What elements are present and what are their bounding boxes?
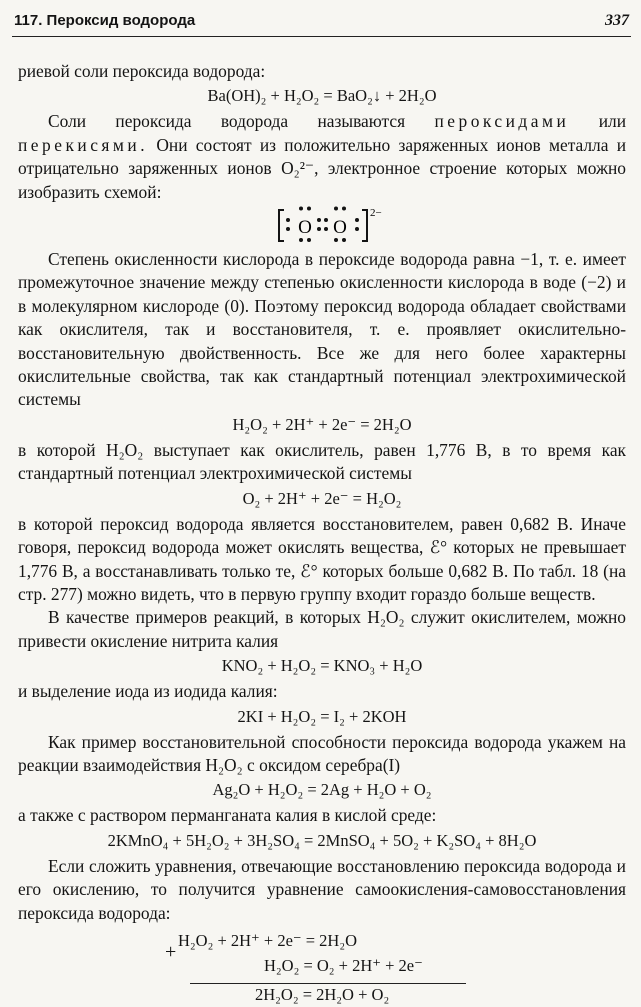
term-perekisi: перекисями. <box>18 134 149 155</box>
electron-dot-scheme <box>18 204 626 246</box>
equation-reactants: Ba(OH)₂ + H₂O₂ <box>207 86 320 106</box>
left-bracket <box>279 210 284 241</box>
equation-silver-oxide: Ag₂O + H₂O₂ = 2Ag + H₂O + O₂ <box>212 780 432 800</box>
paragraph-part: Они состоят из положительно заряженных ионов металла и отрицательно заряженных ионов <box>18 134 626 179</box>
ion-charge: 2− <box>370 207 382 220</box>
paragraph: и выделение иода из иодида калия: <box>18 681 278 702</box>
equation-nitrite: KNO₂ + H₂O₂ = KNO₃ + H₂O <box>221 656 423 676</box>
plus-sign: + <box>165 940 177 963</box>
paragraph-part: или <box>598 111 626 132</box>
lewis-structure-diagram <box>18 204 626 246</box>
paragraph-examples: В качестве примеров реакций, в которых H₂O₂ служит окислителем, можно привести окисление нитрита калия <box>18 607 626 651</box>
paragraph-part: , электронное строение которых можно изобразить схемой: <box>18 158 626 202</box>
equation-products: = BaO₂↓ + 2H₂O <box>323 86 437 106</box>
oxygen-atom: O <box>298 217 312 239</box>
paragraph-reducing: Как пример восстановительной способности пероксида водорода укажем на реакции взаимодействия H₂O₂ с оксидом серебра(I) <box>18 731 626 775</box>
equation-iodide: 2KI + H₂O₂ = I₂ + 2KOH <box>237 706 407 726</box>
term-peroxides: пероксидами <box>434 111 570 132</box>
paragraph-potentials: в которой пероксид водорода является восстановителем, равен 0,682 В. Иначе говоря, пероксид водорода может окислять вещества, ℰ° которых не превышает 1,776 В, а восстанавливать только те, ℰ° которых больше 0,682 В. По табл. 18 (на стр. 277) можно видеть, что в первую группу входит гораздо больше веществ. <box>18 513 626 604</box>
oxygen-atom: O <box>333 217 347 239</box>
section-title: 117. Пероксид водорода <box>14 12 196 29</box>
summed-reaction <box>18 925 626 1007</box>
equation-oxidation: O₂ + 2H⁺ + 2e⁻ = H₂O₂ <box>242 488 402 508</box>
equation-reduction: H₂O₂ + 2H⁺ + 2e⁻ = 2H₂O <box>232 414 412 434</box>
paragraph: риевой соли пероксида водорода: <box>18 61 266 81</box>
header-rule <box>12 36 631 37</box>
paragraph: а также с раствором перманганата калия в кислой среде: <box>18 805 437 826</box>
equation-barium-peroxide <box>18 84 626 107</box>
overall-reaction: 2H₂O₂ = 2H₂O + O₂ <box>255 984 390 1004</box>
paragraph-oxidation-state: Степень окисленности кислорода в пероксиде водорода равна −1, т. е. имеет промежуточное значение между степенью окисленности кислорода в воде (−2) и в молекулярном кислороде (0). Поэтому пероксид водорода обладает свойствами как окислителя, так и восстановителя, т. е. проявляет окислительно-восстановительную двойственность. Все же для него более характерны окислительные свойства, так как стандартный потенциал электрохимической системы <box>18 249 626 410</box>
half-reaction-oxidation: H₂O₂ = O₂ + 2H⁺ + 2e⁻ <box>264 955 423 975</box>
paragraph-part: Соли пероксида водорода называются <box>48 111 406 132</box>
lewis-dots <box>286 207 359 243</box>
equation-permanganate: 2KMnO₄ + 5H₂O₂ + 3H₂SO₄ = 2MnSO₄ + 5O₂ + K₂SO₄ + 8H₂O <box>107 830 537 850</box>
right-bracket <box>362 210 367 241</box>
paragraph: в которой H₂O₂ выступает как окислитель, равен 1,776 В, в то время как стандартный потенциал электрохимической системы <box>18 439 626 484</box>
running-header <box>14 12 629 34</box>
paragraph-disproportionation: Если сложить уравнения, отвечающие восстановлению пероксида водорода и его окислению, то получится уравнение самоокисления-самовосстановления пероксида водорода: <box>18 855 626 923</box>
page-body <box>18 60 626 1007</box>
paragraph-peroxides <box>18 110 626 204</box>
half-reaction-reduction: H₂O₂ + 2H⁺ + 2e⁻ = 2H₂O <box>178 930 357 950</box>
page-number: 337 <box>605 12 629 29</box>
peroxide-ion: O₂²⁻ <box>281 158 315 179</box>
